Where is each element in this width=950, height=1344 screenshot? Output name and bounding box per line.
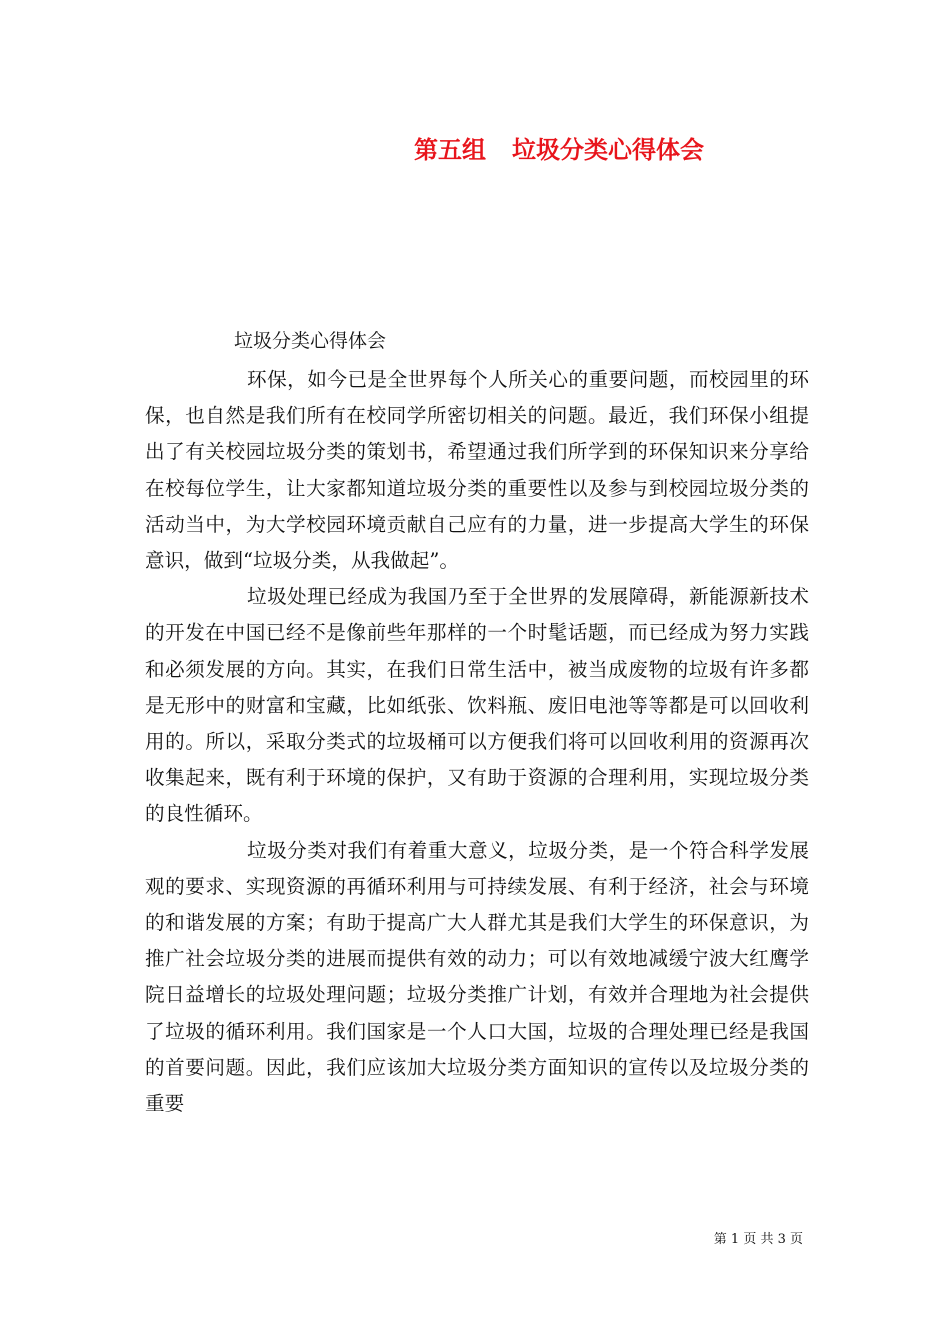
- document-body: [145, 362, 809, 1122]
- title-main-label: 垃圾分类心得体会: [512, 135, 704, 164]
- paragraph-1: 环保，如今已是全世界每个人所关心的重要问题，而校园里的环保，也自然是我们所有在校同学所密切相关的问题。最近，我们环保小组提出了有关校园垃圾分类的策划书，希望通过我们所学到的环保知识来分享给在校每位学生，让大家都知道垃圾分类的重要性以及参与到校园垃圾分类的活动当中，为大学校园环境贡献自己应有的力量，进一步提高大学生的环保意识，做到“垃圾分类，从我做起”。: [145, 368, 809, 573]
- title-group-label: 第五组: [414, 135, 486, 164]
- paragraph-3: 垃圾分类对我们有着重大意义，垃圾分类，是一个符合科学发展观的要求、实现资源的再循环利用与可持续发展、有利于经济，社会与环境的和谐发展的方案；有助于提高广大人群尤其是我们大学生的环保意识，为推广社会垃圾分类的进展而提供有效的动力；可以有效地减缓宁波大红鹰学院日益增长的垃圾处理问题；垃圾分类推广计划，有效并合理地为社会提供了垃圾的循环利用。我们国家是一个人口大国，垃圾的合理处理已经是我国的首要问题。因此，我们应该加大垃圾分类方面知识的宣传以及垃圾分类的重要: [145, 838, 809, 1116]
- page-number-footer: 第 1 页 共 3 页: [713, 1232, 803, 1247]
- document-title: [0, 133, 950, 167]
- document-subtitle: 垃圾分类心得体会: [234, 330, 387, 352]
- paragraph-2: 垃圾处理已经成为我国乃至于全世界的发展障碍，新能源新技术的开发在中国已经不是像前些年那样的一个时髦话题，而已经成为努力实践和必须发展的方向。其实，在我们日常生活中，被当成废物的垃圾有许多都是无形中的财富和宝藏，比如纸张、饮料瓶、废旧电池等等都是可以回收利用的。所以，采取分类式的垃圾桶可以方便我们将可以回收利用的资源再次收集起来，既有利于环境的保护，又有助于资源的合理利用，实现垃圾分类的良性循环。: [145, 585, 809, 826]
